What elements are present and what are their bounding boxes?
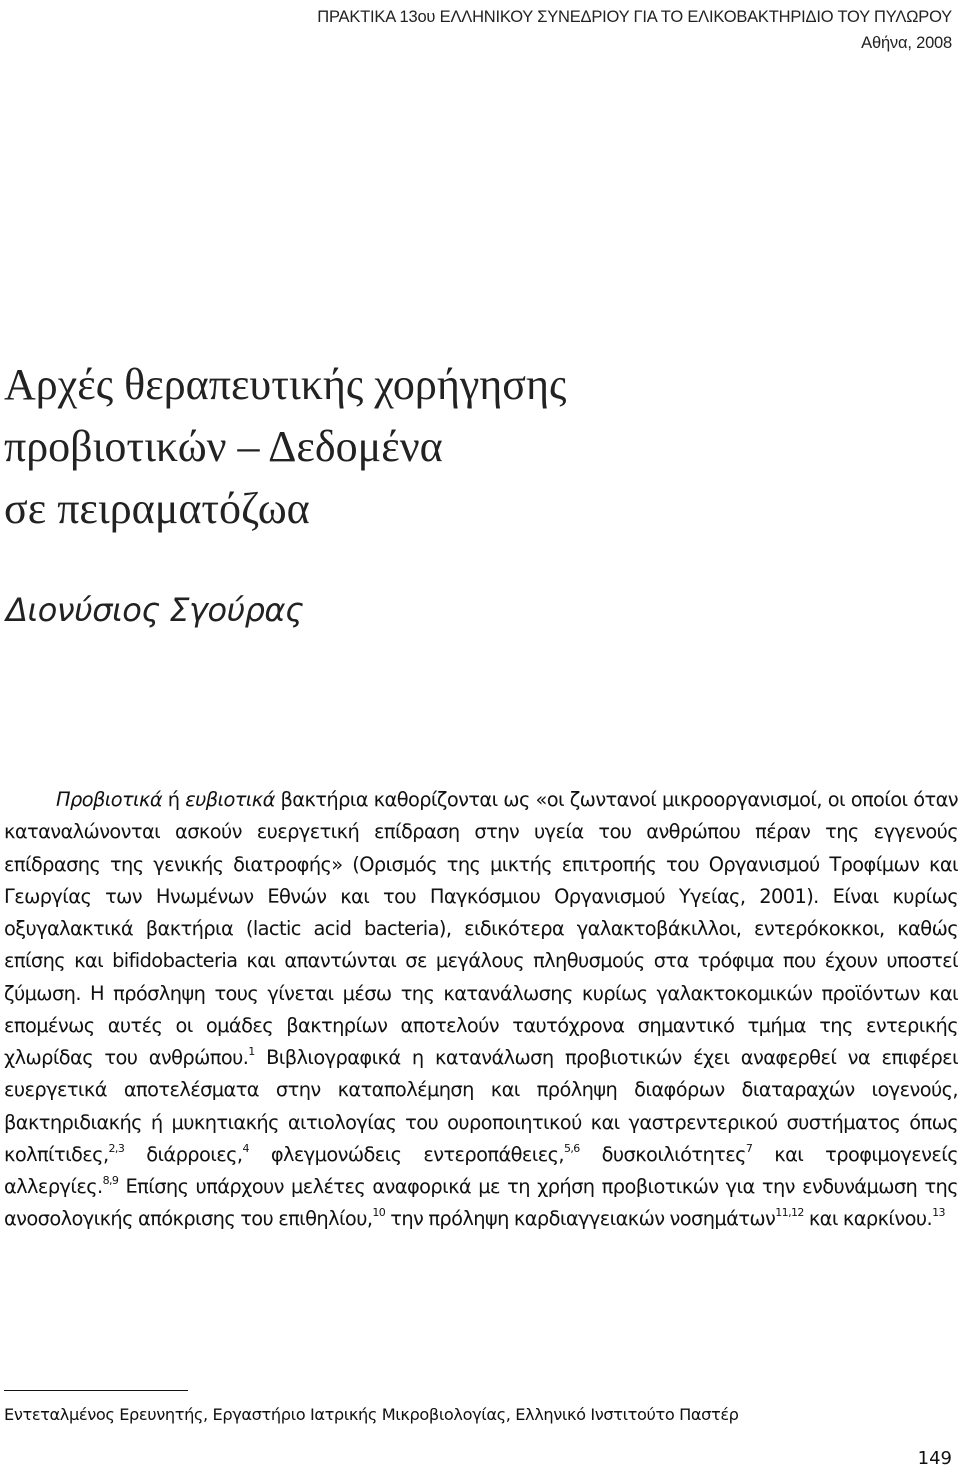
title-line-1: Αρχές θεραπευτικής χορήγησης <box>4 360 567 409</box>
article-title <box>4 354 566 540</box>
reference-marker: 11,12 <box>775 1206 804 1220</box>
conference-title: ΠΡΑΚΤΙΚΑ 13ου ΕΛΛΗΝΙΚΟΥ ΣΥΝΕΔΡΙΟΥ ΓΙΑ ΤΟ ΕΛΙΚΟΒΑΚΤΗΡΙΔΙΟ ΤΟΥ ΠΥΛΩΡΟΥ <box>317 8 952 26</box>
text-run: δυσκοιλιότητες <box>579 1142 746 1166</box>
term-probiotics: Προβιοτικά <box>56 788 162 811</box>
text-run: φλεγμονώδεις εντεροπάθειες, <box>248 1142 564 1166</box>
running-header <box>317 4 952 56</box>
reference-marker: 7 <box>745 1141 753 1155</box>
paragraph <box>4 784 958 1236</box>
page-number: 149 <box>917 1448 952 1469</box>
reference-marker: 13 <box>932 1206 945 1220</box>
text-run: Επίσης υπάρχουν μελέτες αναφορικά με τη χρήση προβιοτικών για την ενδυνάμωση της ανοσολογικής απόκρισης του επιθηλίου, <box>4 1175 958 1231</box>
author-affiliation-footnote: Εντεταλμένος Ερευνητής, Εργαστήριο Ιατρικής Μικροβιολογίας, Ελληνικό Ινστιτούτο Παστέρ <box>4 1405 739 1424</box>
text-run: διάρροιες, <box>124 1142 243 1166</box>
reference-marker: 5,6 <box>564 1141 580 1155</box>
reference-marker: 2,3 <box>108 1141 125 1155</box>
text-run: Βιβλιογραφικά η κατανάλωση προβιοτικών έχει αναφερθεί να επιφέρει ευεργετικά αποτελέσματα στην καταπολέμηση και πρόληψη διαφόρων διαταραχών ιογενούς, βακτηριδιακής ή μυκητιακής αιτιολογίας του ουροποιητικού και γαστρεντερικού συστήματος όπως κολπίτιδες, <box>4 1046 959 1166</box>
place-date: Αθήνα, 2008 <box>861 34 952 52</box>
reference-marker: 1 <box>248 1045 255 1058</box>
term-eubiotics: ευβιοτικά <box>185 788 275 811</box>
footnote-divider <box>4 1390 188 1391</box>
title-line-2: προβιοτικών – Δεδομένα <box>4 422 443 471</box>
text-run: βακτήρια καθορίζονται ως «οι ζωντανοί μικροοργανισμοί, οι οποίοι όταν καταναλώνονται ασκούν ευεργετική επίδραση στην υγεία του ανθρώπου πέραν της εγγενούς επίδρασης της γενικής διατροφής» (Ορισμός της μικτής επιτροπής του Οργανισμού Τροφίμων και Γεωργίας των Ηνωμένων Εθνών και του Παγκόσμιου Οργανισμού Υγείας, 2001). Είναι κυρίως οξυγαλακτικά βακτήρια (lactic acid bacteria), ειδικότερα γαλακτοβάκιλλοι, εντερόκοκκοι, καθώς επίσης και bifidobacteria και απαντώνται σε μεγάλους πληθυσμούς στα τρόφιμα που έχουν υποστεί ζύμωση. Η πρόσληψη τους γίνεται μέσω της κατανάλωσης κυρίως γαλακτοκομικών προϊόντων και επομένως αυτές οι ομάδες βακτηρίων αποτελούν ταυτόχρονα σημαντικό τμήμα της εντερικής χλωρίδας του ανθρώπου. <box>4 788 958 1069</box>
reference-marker: 10 <box>372 1206 386 1220</box>
text-run: και καρκίνου. <box>803 1207 933 1231</box>
text-run: ή <box>162 788 186 811</box>
text-run: την πρόληψη καρδιαγγειακών νοσημάτων <box>385 1207 776 1231</box>
text-run: και τροφιμογενείς αλλεργίες. <box>4 1142 958 1198</box>
author-name: Διονύσιος Σγούρας <box>6 591 304 629</box>
reference-marker: 8,9 <box>102 1174 119 1187</box>
body-text <box>4 784 958 1236</box>
reference-marker: 4 <box>242 1141 249 1155</box>
title-line-3: σε πειραματόζωα <box>4 484 310 533</box>
